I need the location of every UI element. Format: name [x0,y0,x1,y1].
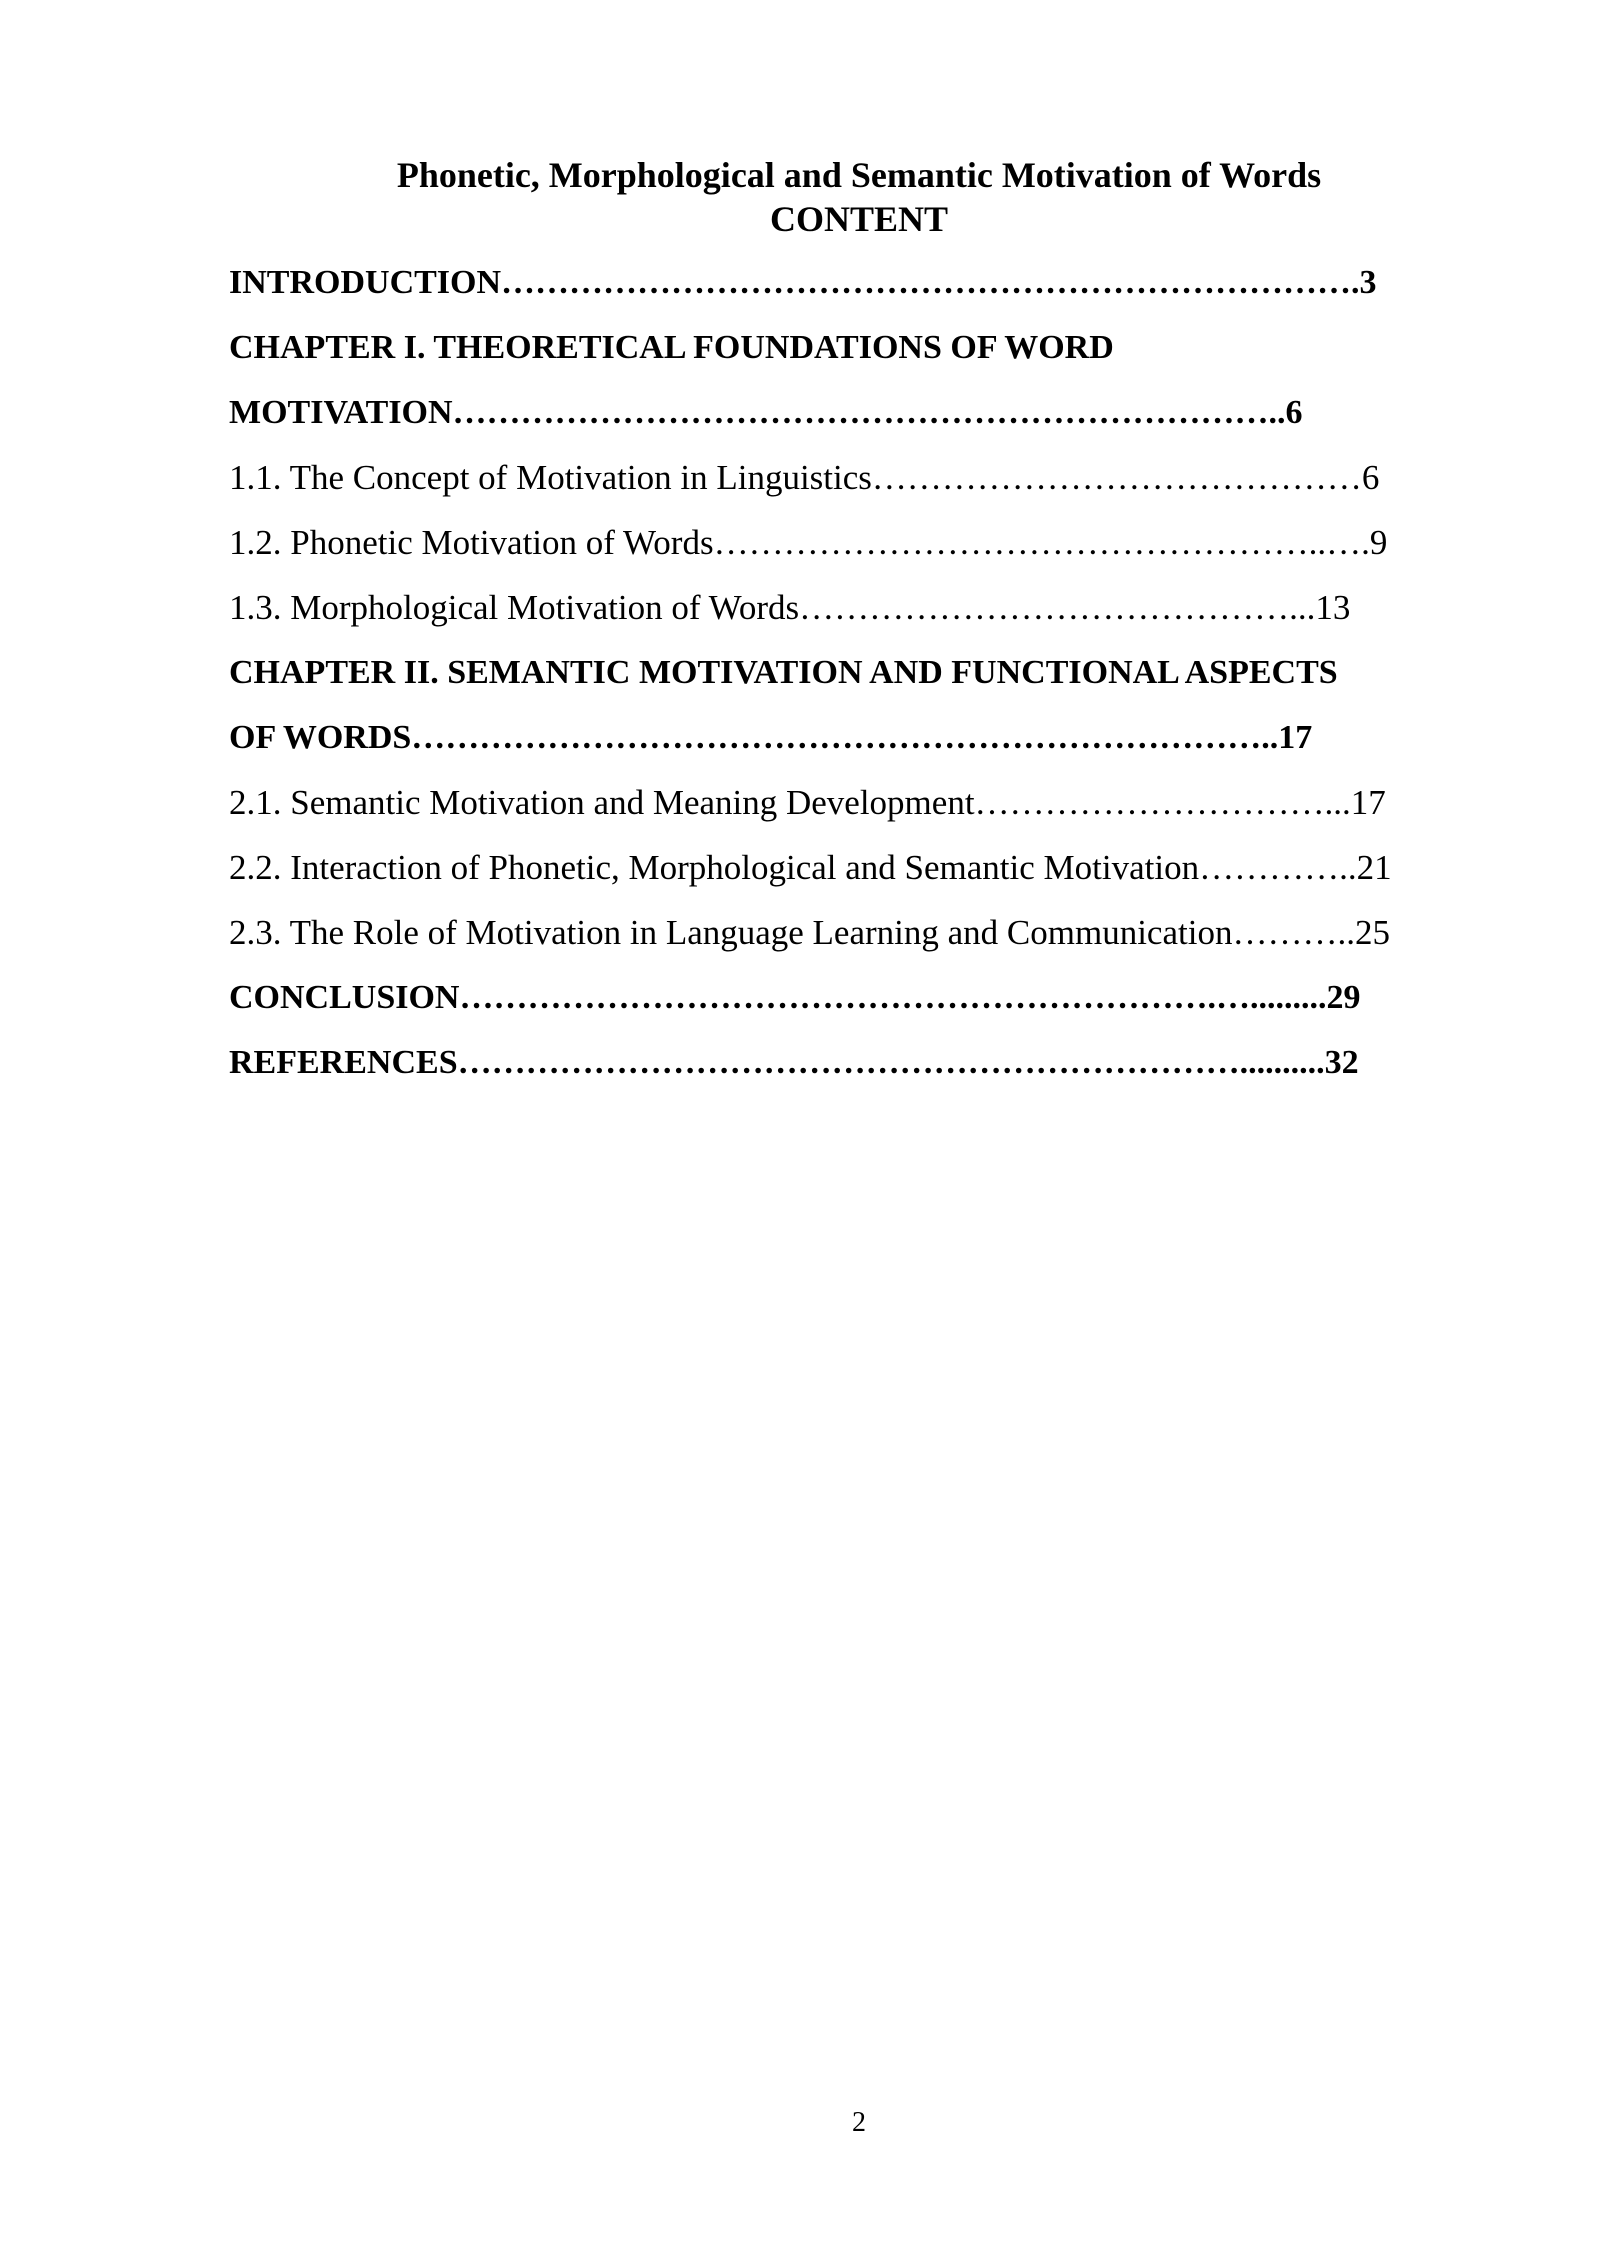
toc-entry-section-2-2: 2.2. Interaction of Phonetic, Morphological and Semantic Motivation…………..21 [229,848,1392,887]
toc-entry-introduction: INTRODUCTION………………………………………………………………….3 [229,264,1377,301]
toc-entry-chapter-1-heading-continued: MOTIVATION………………………………………………………………..6 [229,394,1303,431]
contents-heading: CONTENT [769,199,949,239]
toc-entry-conclusion: CONCLUSION………………………………………………………….….........29 [229,979,1361,1016]
toc-entry-references: REFERENCES……………………………………………………………..........32 [229,1044,1359,1081]
toc-entry-section-1-2: 1.2. Phonetic Motivation of Words……………………………………………..….9 [229,523,1388,562]
table-of-contents [229,257,1489,1102]
page-number: 2 [852,2107,866,2138]
toc-entry-chapter-2-heading: CHAPTER II. SEMANTIC MOTIVATION AND FUNCTIONAL ASPECTS [229,654,1338,691]
toc-entry-section-2-1: 2.1. Semantic Motivation and Meaning Development…………………………...17 [229,783,1386,822]
toc-entry-section-1-3: 1.3. Morphological Motivation of Words……………………………………...13 [229,588,1351,627]
toc-entry-chapter-1-heading: CHAPTER I. THEORETICAL FOUNDATIONS OF WORD [229,329,1114,366]
toc-entry-section-2-3: 2.3. The Role of Motivation in Language Learning and Communication………..25 [229,913,1390,952]
toc-entry-section-1-1: 1.1. The Concept of Motivation in Linguistics……………………………………6 [229,458,1380,497]
document-title: Phonetic, Morphological and Semantic Motivation of Words [396,155,1322,195]
toc-entry-chapter-2-heading-continued: OF WORDS…………………………………………………………………..17 [229,719,1313,756]
